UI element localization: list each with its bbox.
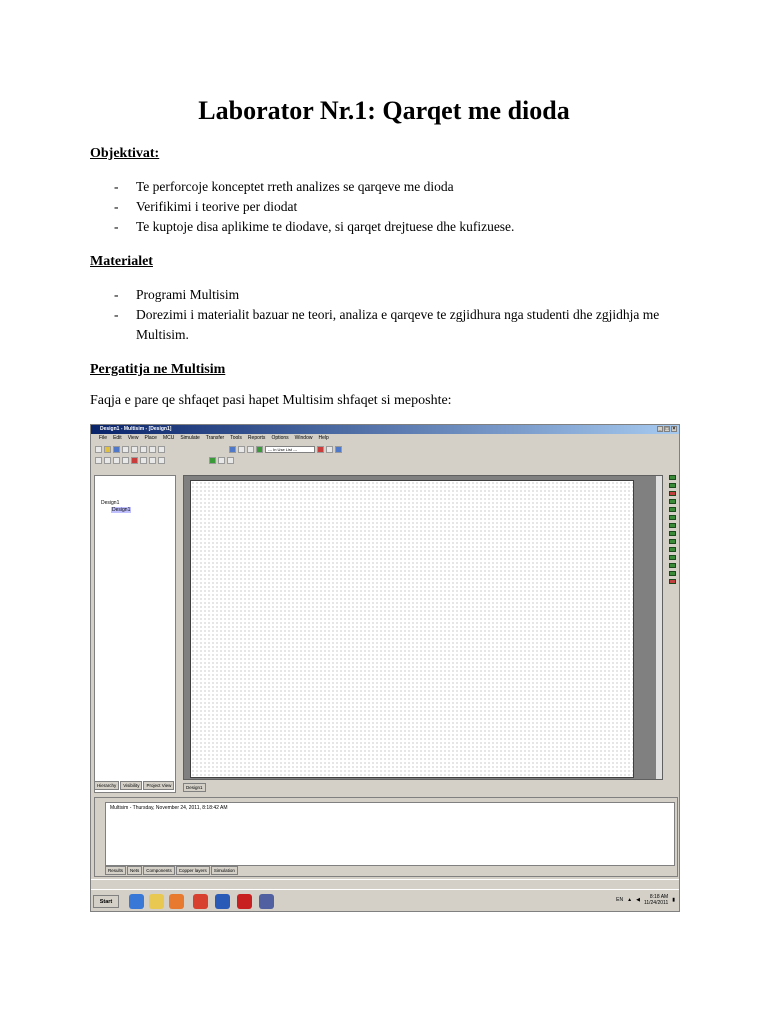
- spreadsheet-view: [94, 797, 678, 877]
- window-controls: [657, 426, 677, 432]
- bullet-marker: -: [114, 287, 119, 302]
- section-heading-materialet: Materialet: [90, 254, 153, 269]
- bullet-marker: -: [114, 199, 119, 214]
- document-title: Laborator Nr.1: Qarqet me dioda: [198, 96, 570, 125]
- design-toolbox-panel: [94, 475, 176, 793]
- tab-results[interactable]: Results: [105, 866, 126, 875]
- multisim-icon[interactable]: [259, 894, 274, 909]
- status-bar: [91, 879, 679, 888]
- window-title: Design1 - Multisim - [Design1]: [100, 426, 172, 432]
- list-item: - Dorezimi i materialit bazuar ne teori, analiza e qarqeve te zgjidhura nga studenti dhe zgjidhja me Multisim.: [114, 307, 660, 342]
- panel-tabs: [94, 781, 174, 790]
- distortion-analyzer-icon[interactable]: [669, 555, 676, 560]
- tree-child[interactable]: Design1: [112, 507, 131, 513]
- tab-hierarchy[interactable]: Hierarchy: [94, 781, 119, 790]
- in-use-list-select[interactable]: --- In Use List ---: [265, 446, 315, 453]
- save-icon[interactable]: [113, 446, 120, 453]
- results-log: Multisim - Thursday, November 24, 2011, 8:18:42 AM: [105, 802, 675, 866]
- word-icon[interactable]: [215, 894, 230, 909]
- instrument-toolbar: [667, 475, 677, 745]
- section-heading-pergatitja: Pergatitja ne Multisim: [90, 362, 226, 377]
- view-icon[interactable]: [229, 446, 236, 453]
- vertical-scrollbar[interactable]: [655, 476, 662, 779]
- menu-options[interactable]: Options: [271, 435, 289, 441]
- list-item: - Programi Multisim: [90, 285, 690, 305]
- menu-window[interactable]: Window: [294, 435, 313, 441]
- close-icon[interactable]: ×: [672, 426, 676, 432]
- objektivat-list: [90, 177, 690, 237]
- list-item: - Verifikimi i teorive per diodat: [90, 197, 690, 217]
- menu-transfer[interactable]: Transfer: [205, 435, 225, 441]
- logic-analyzer-icon[interactable]: [669, 531, 676, 536]
- undo-icon[interactable]: [158, 446, 165, 453]
- menu-place[interactable]: Place: [144, 435, 157, 441]
- tab-nets[interactable]: Nets: [127, 866, 142, 875]
- tab-components[interactable]: Components: [143, 866, 175, 875]
- network-analyzer-icon[interactable]: [669, 571, 676, 576]
- tab-project-view[interactable]: Project View: [143, 781, 174, 790]
- list-item: - Te perforcoje konceptet rreth analizes se qarqeve me dioda: [90, 177, 690, 197]
- logic-converter-icon[interactable]: [669, 539, 676, 544]
- window-titlebar: [91, 425, 679, 434]
- oscilloscope-icon[interactable]: [669, 499, 676, 504]
- standard-toolbar: [91, 444, 679, 455]
- windows-taskbar: [91, 889, 679, 912]
- copy-icon[interactable]: [140, 446, 147, 453]
- bullet-marker: -: [114, 219, 119, 234]
- component-icon[interactable]: [256, 446, 263, 453]
- menu-edit[interactable]: Edit: [113, 435, 122, 441]
- bullet-marker: -: [114, 179, 119, 194]
- counter-icon[interactable]: [669, 515, 676, 520]
- find-icon[interactable]: [326, 446, 333, 453]
- spectrum-analyzer-icon[interactable]: [669, 563, 676, 568]
- volume-icon[interactable]: ◀: [636, 897, 640, 903]
- ie-icon[interactable]: [129, 894, 144, 909]
- tray-clock[interactable]: 8:18 AM 11/24/2011: [643, 894, 669, 906]
- menu-reports[interactable]: Reports: [247, 435, 266, 441]
- list-item: - Te kuptoje disa aplikime te diodave, si qarqet drejtuese dhe kufizuese.: [90, 217, 690, 237]
- bullet-marker: -: [114, 307, 119, 322]
- cut-icon[interactable]: [131, 446, 138, 453]
- acrobat-icon[interactable]: [237, 894, 252, 909]
- menu-view[interactable]: View: [127, 435, 139, 441]
- panel-header: [91, 463, 679, 474]
- folder-icon[interactable]: [149, 894, 164, 909]
- paste-icon[interactable]: [149, 446, 156, 453]
- output-tabs: [105, 866, 238, 875]
- show-desktop-icon[interactable]: ▮: [672, 897, 675, 903]
- grid-icon[interactable]: [238, 446, 245, 453]
- open-icon[interactable]: [104, 446, 111, 453]
- menu-simulate[interactable]: Simulate: [180, 435, 200, 441]
- tab-copper-layers[interactable]: Copper layers: [176, 866, 210, 875]
- language-indicator[interactable]: EN: [616, 897, 624, 903]
- probe-icon[interactable]: [317, 446, 324, 453]
- iv-analyzer-icon[interactable]: [669, 547, 676, 552]
- probe-instrument-icon[interactable]: [669, 579, 676, 584]
- multisim-screenshot: [90, 424, 680, 912]
- zoom-icon[interactable]: [247, 446, 254, 453]
- tree-root[interactable]: Design1: [101, 500, 120, 506]
- minimize-icon[interactable]: _: [658, 426, 662, 432]
- menu-bar: [91, 434, 679, 443]
- network-icon[interactable]: ▲: [627, 897, 633, 903]
- word-generator-icon[interactable]: [669, 523, 676, 528]
- menu-help[interactable]: Help: [318, 435, 329, 441]
- intro-paragraph: Faqja e pare qe shfaqet pasi hapet Multisim shfaqet si meposhte:: [90, 393, 452, 408]
- media-player-icon[interactable]: [169, 894, 184, 909]
- tab-visibility[interactable]: Visibility: [120, 781, 142, 790]
- bode-plotter-icon[interactable]: [669, 507, 676, 512]
- section-heading-objektivat: Objektivat:: [90, 146, 160, 161]
- design-tree: [101, 500, 131, 514]
- workspace-canvas: [183, 475, 663, 780]
- chrome-icon[interactable]: [193, 894, 208, 909]
- print-icon[interactable]: [122, 446, 129, 453]
- multimeter-icon[interactable]: [669, 475, 676, 480]
- menu-tools[interactable]: Tools: [230, 435, 242, 441]
- function-generator-icon[interactable]: [669, 483, 676, 488]
- tab-simulation[interactable]: Simulation: [211, 866, 238, 875]
- wattmeter-icon[interactable]: [669, 491, 676, 496]
- system-tray: [616, 894, 675, 906]
- start-button[interactable]: Start: [93, 895, 119, 908]
- help-icon[interactable]: [335, 446, 342, 453]
- menu-mcu[interactable]: MCU: [162, 435, 175, 441]
- maximize-icon[interactable]: □: [665, 426, 669, 432]
- menu-file[interactable]: File: [99, 435, 108, 441]
- canvas-tab-design1[interactable]: Design1: [183, 783, 206, 792]
- new-icon[interactable]: [95, 446, 102, 453]
- schematic-sheet[interactable]: [190, 480, 634, 778]
- materialet-list: [90, 285, 690, 345]
